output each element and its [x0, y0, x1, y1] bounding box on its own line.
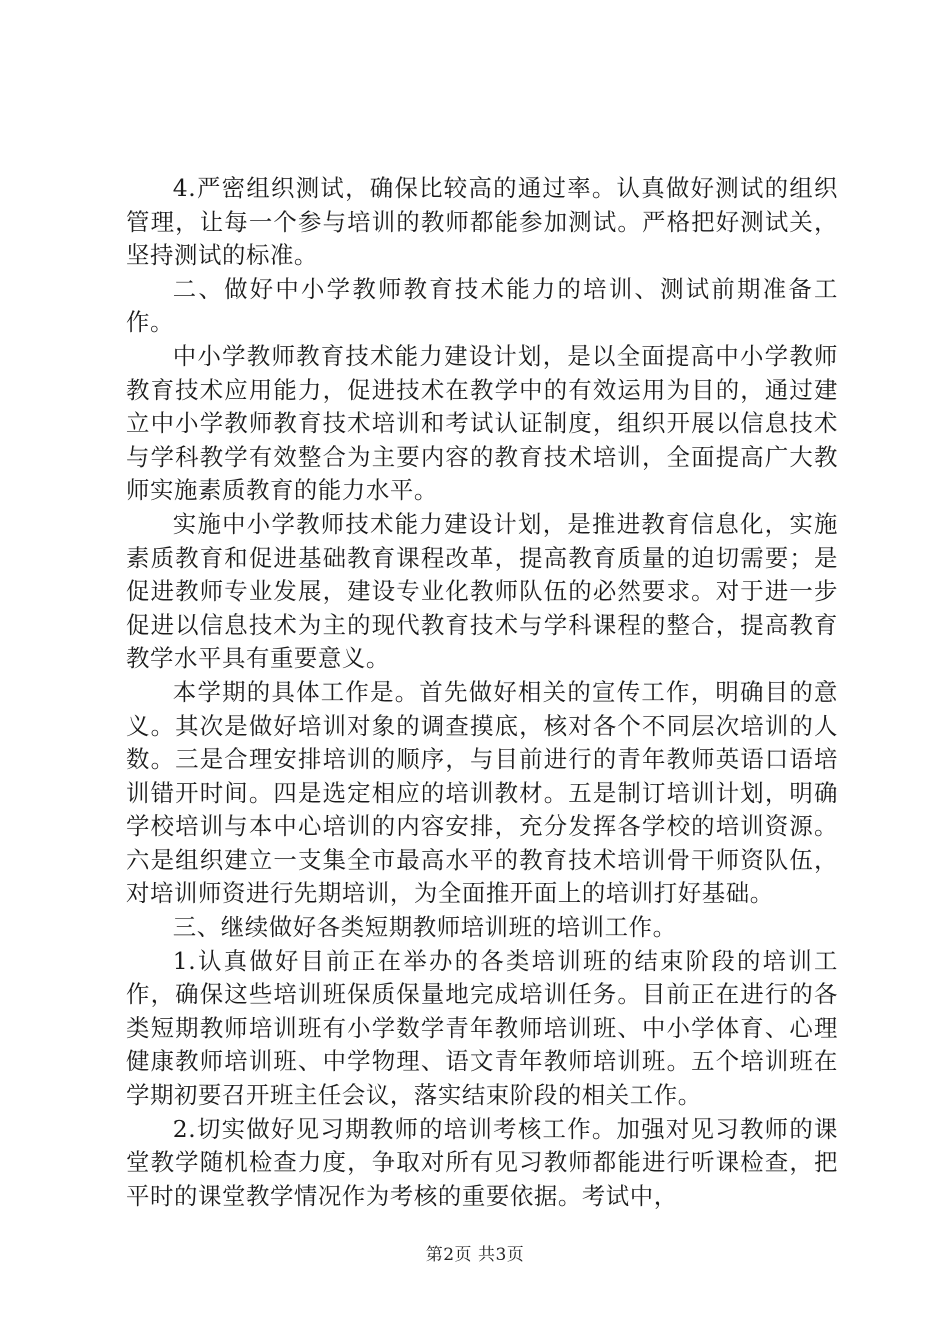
paragraph-probation-teachers: 2.切实做好见习期教师的培训考核工作。加强对见习教师的课堂教学随机检查力度，争取对所有见习教师都能进行听课检查，把平时的课堂教学情况作为考核的重要依据。考试中，	[126, 1114, 838, 1210]
section-heading-two: 二、做好中小学教师教育技术能力的培训、测试前期准备工作。	[126, 274, 838, 337]
document-body	[126, 172, 838, 1213]
paragraph-plan-significance: 实施中小学教师技术能力建设计划，是推进教育信息化，实施素质教育和促进基础教育课程改革，提高教育质量的迫切需要；是促进教师专业发展，建设专业化教师队伍的必然要求。对于进一步促进以信息技术为主的现代教育技术与学科课程的整合，提高教育教学水平具有重要意义。	[126, 509, 838, 673]
paragraph-test-organization: 4.严密组织测试，确保比较高的通过率。认真做好测试的组织管理，让每一个参与培训的教师都能参加测试。严格把好测试关，坚持测试的标准。	[126, 174, 838, 270]
paragraph-training-classes: 1.认真做好目前正在举办的各类培训班的结束阶段的培训工作，确保这些培训班保质保量地完成培训任务。目前正在进行的各类短期教师培训班有小学数学青年教师培训班、中小学体育、心理健康教师培训班、中学物理、语文青年教师培训班。五个培训班在学期初要召开班主任会议，落实结束阶段的相关工作。	[126, 946, 838, 1110]
paragraph-capability-plan: 中小学教师教育技术能力建设计划，是以全面提高中小学教师教育技术应用能力，促进技术在教学中的有效运用为目的，通过建立中小学教师教育技术培训和考试认证制度，组织开展以信息技术与学科教学有效整合为主要内容的教育技术培训，全面提高广大教师实施素质教育的能力水平。	[126, 341, 838, 505]
page-number-footer: 第2页 共3页	[425, 1245, 525, 1265]
paragraph-semester-tasks: 本学期的具体工作是。首先做好相关的宣传工作，明确目的意义。其次是做好培训对象的调查摸底，核对各个不同层次培训的人数。三是合理安排培训的顺序，与目前进行的青年教师英语口语培训错开时间。四是选定相应的培训教材。五是制订培训计划，明确学校培训与本中心培训的内容安排，充分发挥各学校的培训资源。六是组织建立一支集全市最高水平的教育技术培训骨干师资队伍，对培训师资进行先期培训，为全面推开面上的培训打好基础。	[126, 677, 838, 908]
section-heading-three: 三、继续做好各类短期教师培训班的培训工作。	[172, 913, 677, 942]
